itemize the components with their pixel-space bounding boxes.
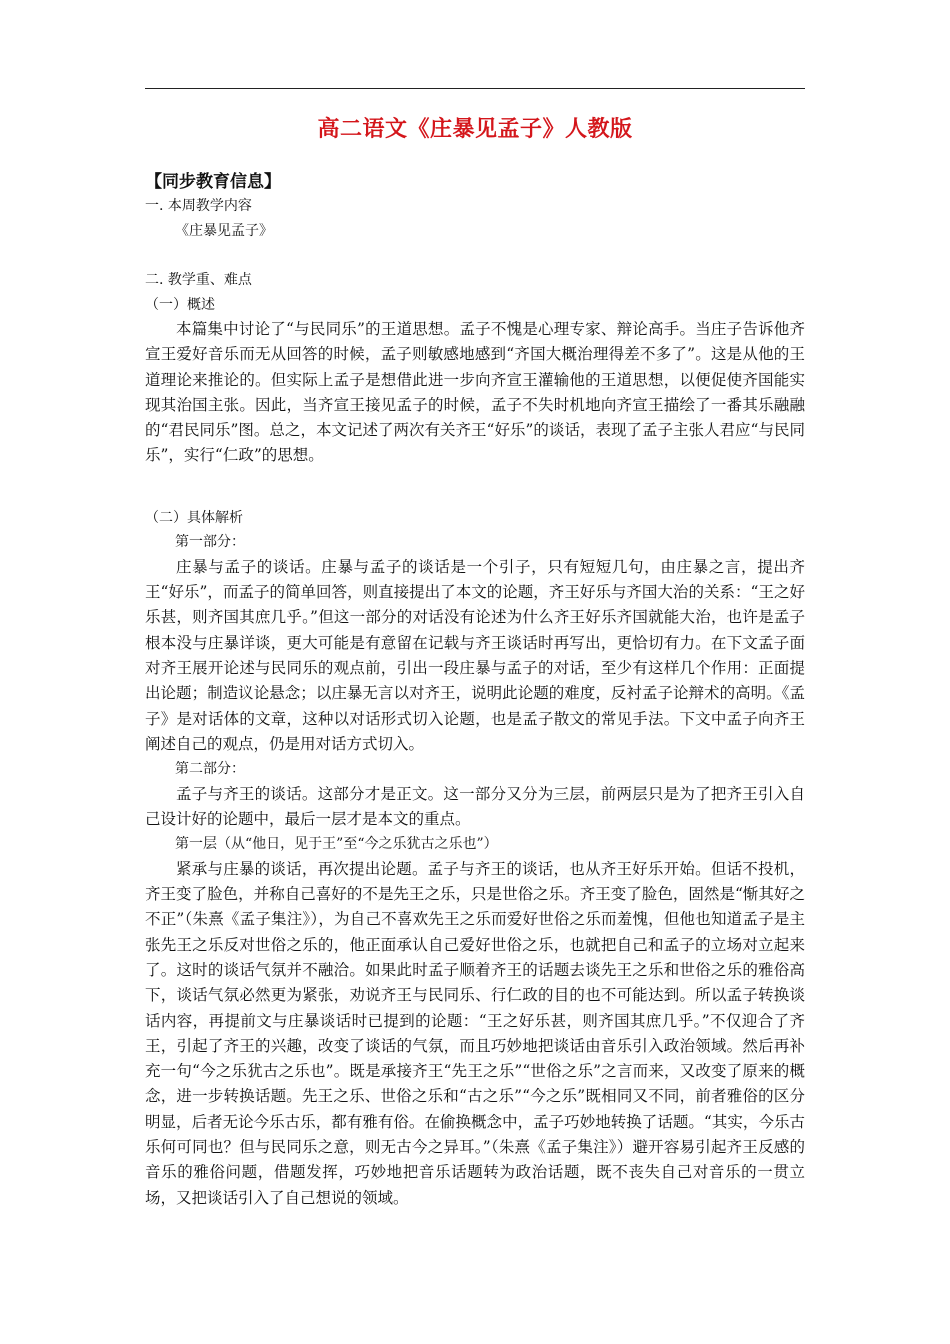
part-two-label: 第二部分： [175, 761, 245, 778]
spacer [145, 469, 805, 494]
part-one-label: 第一部分： [175, 534, 245, 551]
overview-paragraph: 本篇集中讨论了“与民同乐”的王道思想。孟子不愧是心理专家、辩论高手。当庄子告诉他齐宣王爱好音乐而无从回答的时候，孟子则敏感地感到“齐国大概治理得差不多了”。这是从他的王道理论来推论的。但实际上孟子是想借此进一步向齐宣王灌输他的王道思想，以便促使齐国能实现其治国主张。因此，当齐宣王接见孟子的时候，孟子不失时机地向齐宣王描绘了一番其乐融融的“君民同乐”图。总之，本文记述了两次有关齐王“好乐”的谈话，表现了孟子主张人君应“与民同乐”，实行“仁政”的思想。 [145, 320, 805, 465]
layer-one-paragraph: 紧承与庄暴的谈话，再次提出论题。孟子与齐王的谈话，也从齐王好乐开始。但话不投机，齐王变了脸色，并称自己喜好的不是先王之乐，只是世俗之乐。齐王变了脸色，固然是“惭其好之不正”（朱熹《孟子集注》），为自己不喜欢先王之乐而爱好世俗之乐而羞愧，但他也知道孟子是主张先王之乐反对世俗之乐的，他正面承认自己爱好世俗之乐，也就把自己和孟子的立场对立起来了。这时的谈话气氛并不融洽。如果此时孟子顺着齐王的话题去谈先王之乐和世俗之乐的雅俗高下，谈话气氛必然更为紧张，劝说齐王与民同乐、行仁政的目的也不可能达到。所以孟子转换谈话内容，再提前文与庄暴谈话时已提到的论题：“王之好乐甚，则齐国其庶几乎。”不仅迎合了齐王，引起了齐王的兴趣，改变了谈话的气氛，而且巧妙地把谈话由音乐引入政治领域。然后再补充一句“今之乐犹古之乐也”。既是承接齐王“先王之乐”“世俗之乐”之言而来，又改变了原来的概念，进一步转换话题。先王之乐、世俗之乐和“古之乐”“今之乐”既相同又不同，前者雅俗的区分明显，后者无论今乐古乐，都有雅有俗。在偷换概念中，孟子巧妙地转换了话题。“其实，今乐古乐何可同也？但与民同乐之意，则无古今之异耳。”（朱熹《孟子集注》）避开容易引起齐王反感的音乐的雅俗问题，借题发挥，巧妙地把音乐话题转为政治话题，既不丧失自己对音乐的一贯立场，又把谈话引入了自己想说的领域。 [145, 859, 805, 1207]
document-body [145, 170, 805, 1211]
header-rule [145, 88, 805, 89]
part1-heading: 一. 本周教学内容 [145, 198, 252, 214]
part2-heading: 二. 教学重、难点 [145, 272, 252, 288]
analysis-heading: （二）具体解析 [145, 509, 243, 526]
spacer [145, 494, 805, 506]
section-heading: 【同步教育信息】 [145, 172, 281, 192]
part-one-paragraph: 庄暴与孟子的谈话。庄暴与孟子的谈话是一个引子，只有短短几句，由庄暴之言，提出齐王“好乐”，而孟子的简单回答，则直接提出了本文的论题，齐王好乐与齐国大治的关系：“王之好乐甚，则齐国其庶几乎。”但这一部分的对话没有论述为什么齐王好乐齐国就能大治，也许是孟子根本没与庄暴详谈，更大可能是有意留在记载与齐王谈话时再写出，更恰切有力。在下文孟子面对齐王展开论述与民同乐的观点前，引出一段庄暴与孟子的对话，至少有这样几个作用：正面提出论题；制造议论悬念；以庄暴无言以对齐王，说明此论题的难度，反衬孟子论辩术的高明。《孟子》是对话体的文章，这种以对话形式切入论题，也是孟子散文的常见手法。下文中孟子向齐王阐述自己的观点，仍是用对话方式切入。 [145, 557, 805, 753]
layer-one-label: 第一层（从“他日，见于王”至“今之乐犹古之乐也”） [175, 836, 498, 853]
document-title: 高二语文《庄暴见孟子》人教版 [317, 116, 633, 142]
spacer [145, 243, 805, 268]
overview-heading: （一）概述 [145, 296, 215, 313]
part-two-paragraph: 孟子与齐王的谈话。这部分才是正文。这一部分又分为三层，前两层只是为了把齐王引入自己设计好的论题中，最后一层才是本文的重点。 [145, 784, 805, 828]
book-title: 《庄暴见孟子》 [175, 222, 273, 239]
